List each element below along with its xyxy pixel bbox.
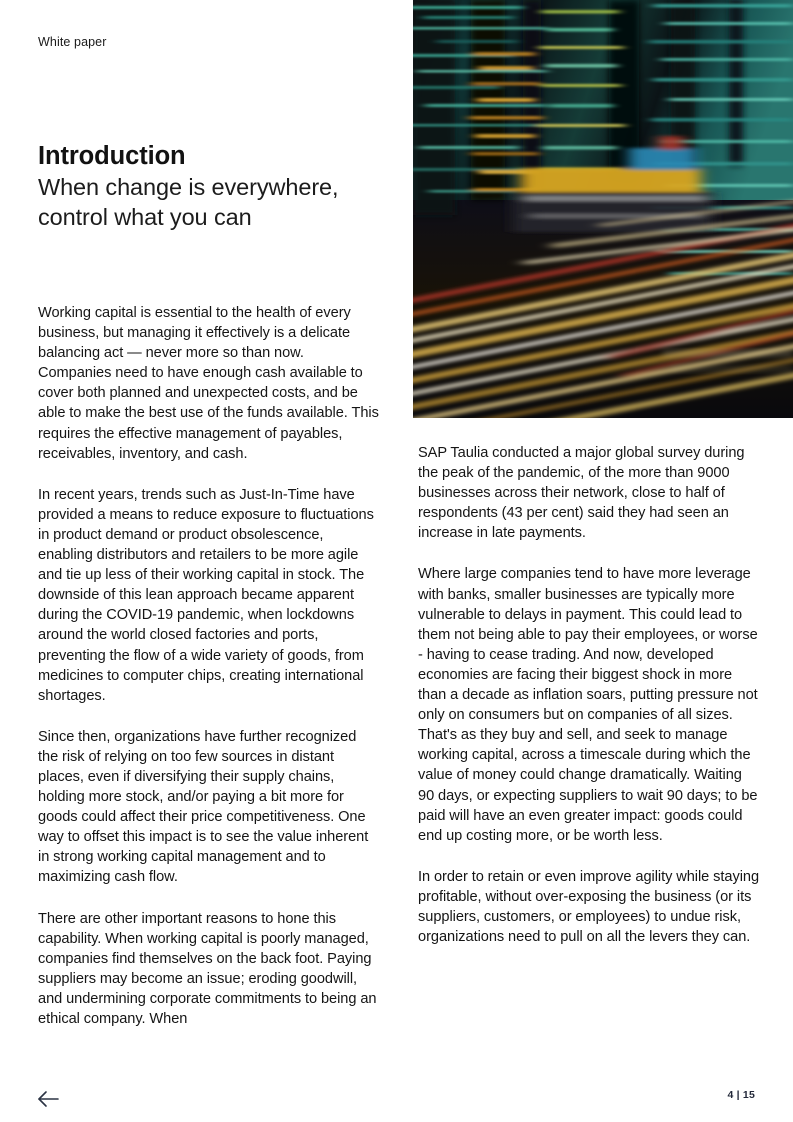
- document-kicker: White paper: [38, 35, 107, 49]
- paragraph: Working capital is essential to the health of every business, but managing it effectively is a delicate balancing act — never more so than now. Companies need to have enough cash available to cover both planned and unexpected costs, and be able to make the best use of the funds available. This requires the effective management of payables, receivables, inventory, and cash.: [38, 305, 379, 462]
- page-subtitle-line-1: When change is everywhere,: [38, 174, 339, 200]
- paragraph: There are other important reasons to hone this capability. When working capital is poorly managed, companies find themselves on the back foot. Paying suppliers may become an issue; eroding goodwill, and undermining corporate commitments to being an ethical company. When: [38, 910, 377, 1027]
- body-column-right: [418, 443, 760, 947]
- paragraph: In order to retain or even improve agility while staying profitable, without over-exposing the business (or its suppliers, customers, or employees) to undue risk, organizations need to pull on all the levers they can.: [418, 868, 760, 946]
- paragraph: Since then, organizations have further recognized the risk of relying on too few sources in distant places, even if diversifying their supply chains, holding more stock, and/or paying a bit more for goods could affect their price competitiveness. One way to offset this impact is to see the value inherent in strong working capital management and to maximizing cash flow.: [38, 728, 369, 886]
- page-number: 4 | 15: [727, 1089, 755, 1101]
- paragraph: SAP Taulia conducted a major global survey during the peak of the pandemic, of the more than 9000 businesses across their network, close to half of respondents (43 per cent) said they had seen an increase in late payments.: [418, 445, 745, 542]
- page-title-block: [38, 141, 388, 232]
- body-column-left: [38, 303, 380, 1029]
- arrow-left-icon: [36, 1087, 62, 1111]
- city-night-motion-blur-photo: [413, 0, 793, 418]
- page-subtitle-line-2: control what you can: [38, 204, 252, 230]
- paragraph: In recent years, trends such as Just-In-Time have provided a means to reduce exposure to fluctuations in product demand or product obsolescence, enabling distributors and retailers to be more agile and tie up less of their working capital in stock. The downside of this lean approach became apparent during the COVID-19 pandemic, when lockdowns around the world closed factories and ports, preventing the flow of a wide variety of goods, from medicines to computer chips, creating international shortages.: [38, 486, 374, 704]
- page-title: Introduction: [38, 142, 186, 170]
- back-navigation-button[interactable]: [36, 1087, 62, 1111]
- hero-image: [413, 0, 793, 418]
- paragraph: Where large companies tend to have more leverage with banks, smaller businesses are typically more vulnerable to delays in payment. This could lead to them not being able to pay their employees, or worse - having to cease trading. And now, developed economies are facing their biggest shock in more than a decade as inflation soars, putting pressure not only on consumers but on companies of all sizes. That's as they buy and sell, and seek to manage working capital, across a timescale during which the value of money could change dramatically. Waiting 90 days, or expecting suppliers to wait 90 days; to be paid will have an even greater impact: goods could end up costing more, or be worth less.: [418, 566, 758, 844]
